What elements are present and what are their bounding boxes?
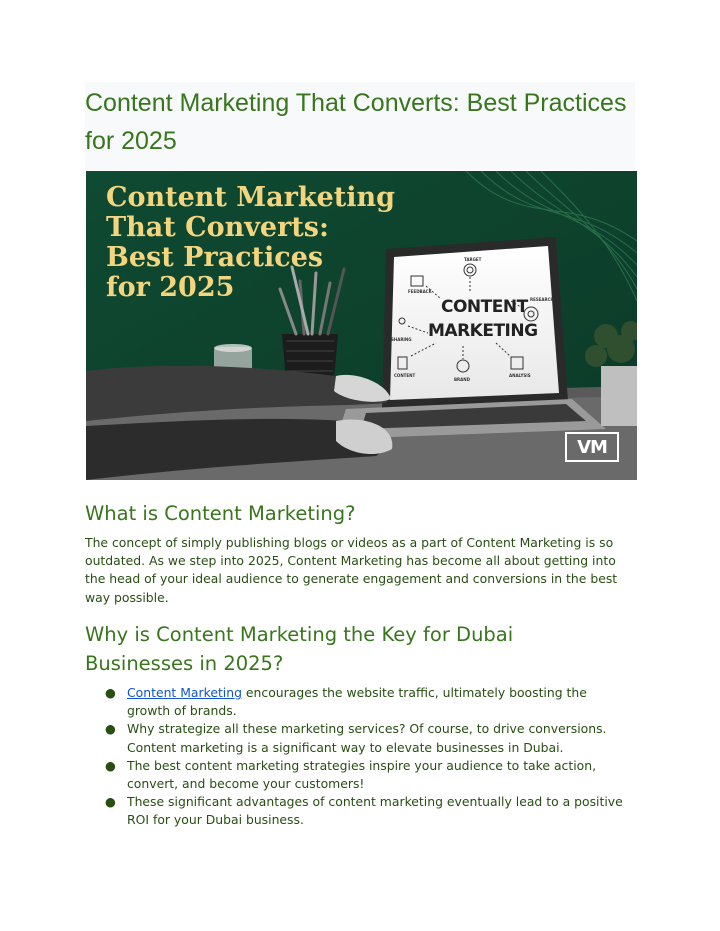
list-item — [85, 793, 633, 829]
list-item — [85, 720, 633, 756]
list-item-text: These significant advantages of content marketing eventually lead to a positive ROI for your Dubai business. — [127, 794, 623, 828]
list-item — [85, 684, 633, 720]
screen-label-feedback: FEEDBACK — [408, 289, 432, 294]
screen-label-brand: BRAND — [454, 377, 470, 382]
screen-marketing-label: MARKETING — [428, 321, 538, 341]
section-body-what-is: The concept of simply publishing blogs or videos as a part of Content Marketing is so outdated. As we step into 2025, Content Marketing has become all about getting into the head of your ideal audience to generate engagement and conversions in the best way possible. — [85, 535, 618, 605]
section-heading-what-is: What is Content Marketing? — [85, 502, 356, 525]
bullet-icon: ● — [105, 721, 116, 737]
list-item — [85, 757, 633, 793]
section-heading-why: Why is Content Marketing the Key for Dubai Businesses in 2025? — [85, 623, 514, 675]
list-item-text: encourages the website traffic, ultimately boosting the growth of brands. — [127, 685, 587, 719]
screen-label-analysis: ANALYSIS — [509, 373, 531, 378]
bullet-icon: ● — [105, 685, 116, 700]
benefits-list — [85, 684, 633, 830]
screen-content-label: CONTENT — [441, 297, 528, 317]
screen-label-content: CONTENT — [394, 373, 416, 378]
vm-logo: VM — [565, 432, 619, 462]
bullet-icon: ● — [105, 757, 116, 773]
screen-label-target: TARGET — [464, 257, 482, 262]
hero-image — [86, 171, 637, 480]
content-marketing-link[interactable]: Content Marketing — [127, 685, 242, 700]
screen-label-sharing: SHARING — [391, 337, 412, 342]
hero-heading-line3: Best Practices — [106, 242, 324, 273]
hero-heading-line2: That Converts: — [106, 212, 329, 243]
page-title: Content Marketing That Converts: Best Practices for 2025 — [85, 89, 627, 155]
hero-heading-line1: Content Marketing — [106, 182, 396, 213]
hero-heading — [106, 183, 395, 303]
list-item-text: Why strategize all these marketing services? Of course, to drive conversions. Content marketing is a significant way to elevate businesses in Dubai. — [127, 721, 607, 755]
screen-label-research: RESEARCH — [530, 297, 554, 302]
list-item-text: The best content marketing strategies inspire your audience to take action, convert, and become your customers! — [127, 757, 597, 792]
bullet-icon: ● — [105, 794, 116, 810]
hero-heading-line4: for 2025 — [106, 272, 235, 303]
